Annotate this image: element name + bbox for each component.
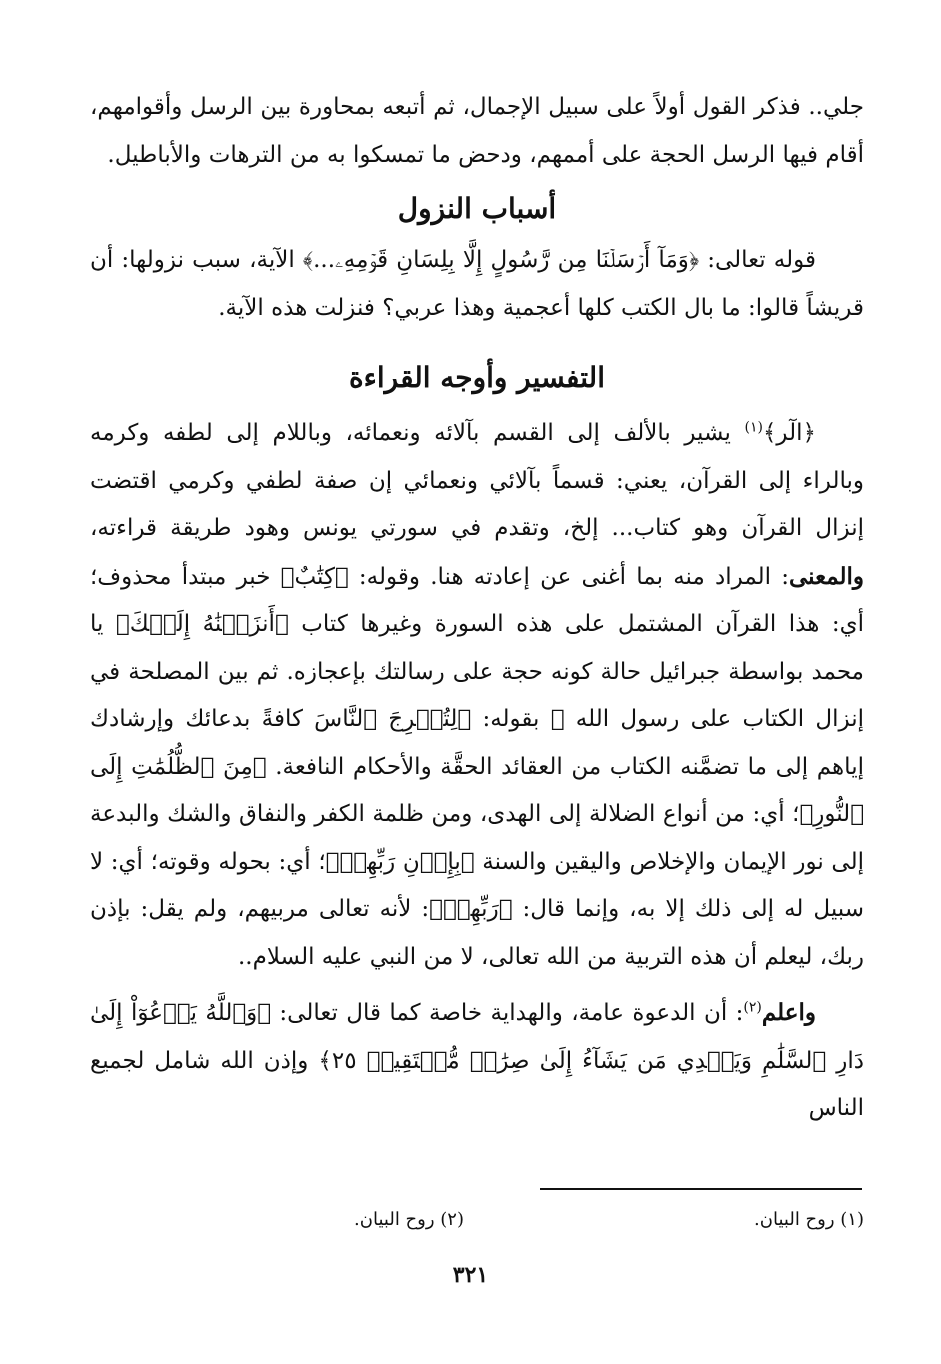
page-content	[90, 84, 864, 1133]
label-waalam: واعلم	[761, 999, 816, 1026]
footnote-ref-2: (٢)	[743, 999, 762, 1016]
waalam-paragraph	[90, 989, 864, 1133]
footnote-2: (٢) روح البيان.	[354, 1209, 464, 1230]
asbab-paragraph: قوله تعالى: ﴿وَمَآ أَرۡسَلۡنَا مِن رَّسُولٍ إِلَّا بِلِسَانِ قَوۡمِهِۦ...﴾ الآية، سبب نزولها: أن قريشاً قالوا: ما بال الكتب كلها أعجمية وهذا عربي؟ فنزلت هذه الآية.	[90, 247, 864, 321]
footnote-divider	[540, 1188, 862, 1190]
waalam-text: : أن الدعوة عامة، والهداية خاصة كما قال تعالى: ﴿وَٱللَّهُ يَدۡعُوٓاْ إِلَىٰ دَارِ ٱلسَّلَٰمِ وَيَهۡدِي مَن يَشَآءُ إِلَىٰ صِرَٰطٖ مُّسۡتَقِيمٖ ٢٥﴾ وإذن الله شامل لجميع الناس	[90, 1000, 864, 1121]
tafsir-text-1: يشير بالألف إلى القسم بآلائه ونعمائه، وباللام إلى لطفه وكرمه وبالراء إلى القرآن، يعني: قسماً بآلائي ونعمائي إن صفة لطفي وكرمي اقتضت إنزال القرآن وهو كتاب... إلخ، وتقدم في سورتي يونس وهود طريقة قراءته،	[90, 420, 864, 541]
label-al-mana: والمعنى	[788, 562, 864, 590]
heading-asbab-al-nuzul: أسباب النزول	[397, 192, 557, 225]
page-number: ٣٢١	[452, 1262, 489, 1288]
tafsir-paragraph	[90, 410, 864, 981]
quran-quote-alif-lam-ra: ﴿الٓر﴾	[762, 420, 816, 446]
heading-tafsir: التفسير وأوجه القراءة	[349, 361, 605, 394]
tafsir-text-2: : المراد منه بما أغنى عن إعادته هنا. وقوله: ﴿كِتَٰبٌ﴾ خبر مبتدأ محذوف؛ أي: هذا القرآن المشتمل على هذه السورة وغيرها كتاب ﴿أَنزَلۡنَٰهُ إِلَيۡكَ﴾ يا محمد بواسطة جبرائيل حالة كونه حجة على رسالتك بإعجازه. ثم بين المصلحة في إنزال الكتاب على رسول الله ﷺ بقوله: ﴿لِتُخۡرِجَ ٱلنَّاسَ كافةً بدعائك وإرشادك إياهم إلى ما تضمَّنه الكتاب من العقائد الحقَّة والأحكام النافعة. ﴿مِنَ ٱلظُّلُمَٰتِ إِلَى ٱلنُّورِ﴾؛ أي: من أنواع الضلالة إلى الهدى، ومن ظلمة الكفر والنفاق والشك والبدعة إلى نور الإيمان والإخلاص واليقين والسنة ﴿بِإِذۡنِ رَبِّهِمۡ﴾؛ أي: بحوله وقوته؛ أي: لا سبيل له إلى ذلك إلا به، وإنما قال: ﴿رَبِّهِمۡ﴾: لأنه تعالى مربيهم، ولم يقل: بإذن ربك، ليعلم أن هذه التربية من الله تعالى، لا من النبي عليه السلام..	[90, 563, 864, 970]
footnote-1: (١) روح البيان.	[754, 1209, 864, 1230]
footnote-ref-1: (١)	[744, 419, 763, 436]
intro-paragraph: جلي.. فذكر القول أولاً على سبيل الإجمال، ثم أتبعه بمحاورة بين الرسل وأقوامهم، أقام فيها الرسل الحجة على أممهم، ودحض ما تمسكوا به من الترهات والأباطيل.	[90, 94, 864, 168]
